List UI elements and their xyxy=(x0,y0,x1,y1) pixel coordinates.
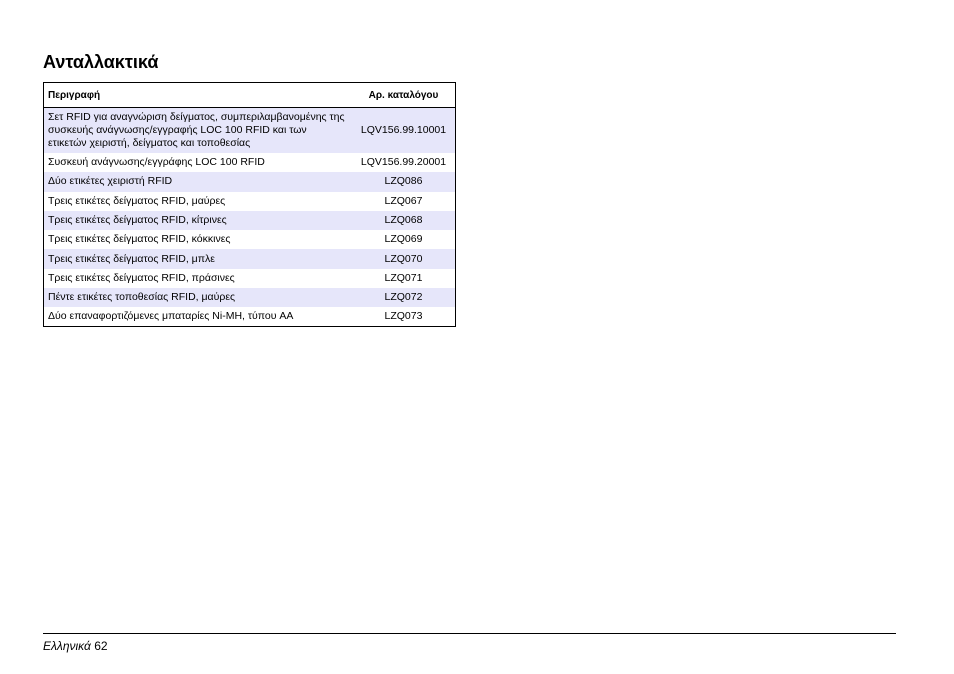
part-description: Τρεις ετικέτες δείγματος RFID, κόκκινες xyxy=(48,233,231,246)
footer-language: Ελληνικά xyxy=(43,639,91,653)
table-row xyxy=(44,249,456,268)
table-row xyxy=(44,269,456,288)
table-row xyxy=(44,153,456,172)
table-row xyxy=(44,230,456,249)
table-row xyxy=(44,211,456,230)
catalog-number: LZQ072 xyxy=(384,291,423,304)
part-description: Τρεις ετικέτες δείγματος RFID, μαύρες xyxy=(48,194,226,207)
catalog-number: LZQ068 xyxy=(384,214,423,227)
column-header-catalog: Αρ. καταλόγου xyxy=(352,83,456,108)
catalog-number: LZQ073 xyxy=(384,310,423,323)
catalog-number: LZQ069 xyxy=(384,233,423,246)
part-description: Σετ RFID για αναγνώριση δείγματος, συμπεριλαμβανομένης της συσκευής ανάγνωσης/εγγραφής LOC 100 RFID και των ετικετών χειριστή, δείγματος και τοποθεσίας xyxy=(48,111,345,149)
table-row xyxy=(44,288,456,307)
catalog-number: LZQ071 xyxy=(384,271,423,284)
table-row xyxy=(44,108,456,154)
catalog-number: LQV156.99.10001 xyxy=(360,124,447,136)
part-description: Τρεις ετικέτες δείγματος RFID, κίτρινες xyxy=(48,214,227,227)
footer-divider xyxy=(43,633,896,634)
part-description: Πέντε ετικέτες τοποθεσίας RFID, μαύρες xyxy=(48,291,236,304)
table-header-row xyxy=(44,83,456,108)
part-description: Δύο επαναφορτιζόμενες μπαταρίες Ni-MH, τύπου AA xyxy=(48,310,294,323)
catalog-number: LZQ086 xyxy=(384,175,423,188)
page-title: Ανταλλακτικά xyxy=(43,52,159,72)
table-row xyxy=(44,172,456,191)
table-row xyxy=(44,307,456,326)
page-footer xyxy=(43,639,108,653)
column-header-description: Περιγραφή xyxy=(44,83,353,108)
catalog-number: LZQ067 xyxy=(384,194,423,207)
part-description: Δύο ετικέτες χειριστή RFID xyxy=(48,175,173,188)
table-row xyxy=(44,192,456,211)
part-description: Τρεις ετικέτες δείγματος RFID, πράσινες xyxy=(48,271,235,284)
part-description: Συσκευή ανάγνωσης/εγγράφης LOC 100 RFID xyxy=(48,156,265,169)
catalog-number: LZQ070 xyxy=(384,252,423,265)
catalog-number: LQV156.99.20001 xyxy=(360,156,447,169)
replacement-parts-table xyxy=(43,82,456,327)
page-number: 62 xyxy=(94,639,108,653)
part-description: Τρεις ετικέτες δείγματος RFID, μπλε xyxy=(48,252,215,265)
